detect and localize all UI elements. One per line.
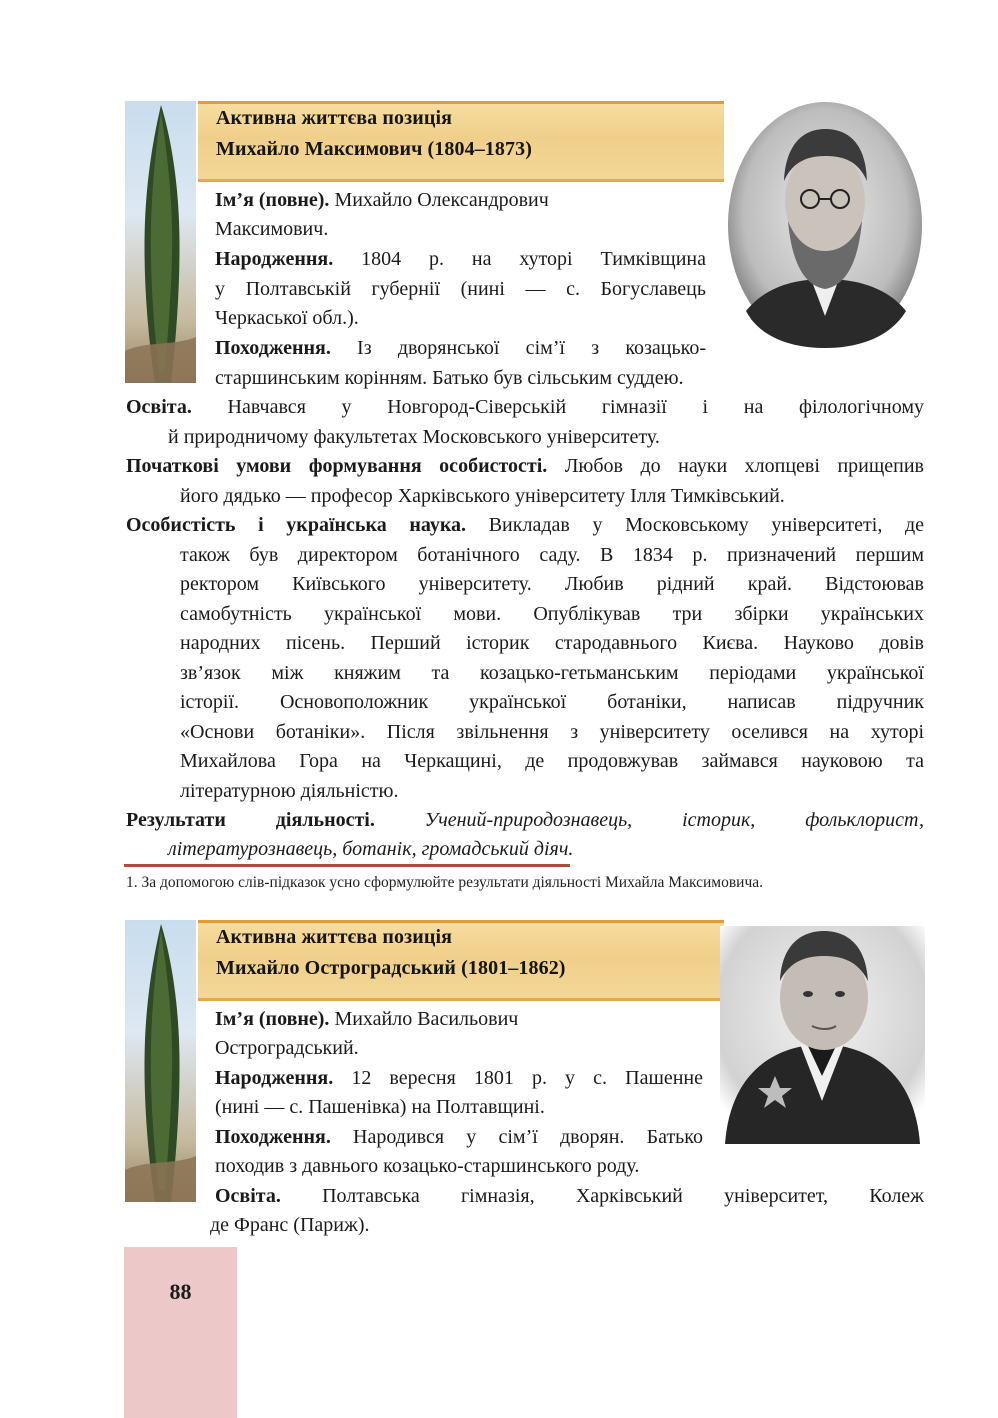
science-line: літературною діяльністю. <box>180 780 399 802</box>
name-value-continued: Остроградський. <box>215 1037 359 1059</box>
education-line-1 <box>215 1182 924 1212</box>
origin-line-1 <box>215 1123 703 1153</box>
science-label: Особистість і українська наука. <box>126 514 467 536</box>
name-value: Михайло Васильович <box>334 1008 519 1030</box>
cypress-tree-image-1 <box>125 101 196 383</box>
birth-label: Народження. <box>215 1067 334 1089</box>
origin-label: Походження. <box>215 337 331 359</box>
birth-value: 12 вересня 1801 р. у с. Пашенне <box>351 1067 704 1089</box>
banner-title: Активна життєва позиція <box>216 926 453 948</box>
origin-line-1 <box>215 334 706 364</box>
birth-label: Народження. <box>215 248 334 270</box>
science-line: також був директором ботанічного саду. В 1834 р. призначений першим <box>180 544 924 566</box>
origin-line-2: походив з давнього козацько-старшинського роду. <box>215 1155 640 1177</box>
science-line-1 <box>126 511 924 541</box>
page-number: 88 <box>169 1279 192 1304</box>
education-label: Освіта. <box>215 1185 281 1207</box>
science-line: зв’язок між княжим та козацько-гетьманським періодами української <box>180 662 924 684</box>
banner-subtitle: Михайло Остроградський (1801–1862) <box>216 957 566 979</box>
banner-subtitle: Михайло Максимович (1804–1873) <box>216 138 532 160</box>
section-banner-2 <box>198 920 724 998</box>
education-line-1 <box>126 393 924 423</box>
science-line: народних пісень. Перший історик стародавнього Києва. Науково довів <box>180 632 924 654</box>
science-line: ректором Київського університету. Любив рідний край. Відстоював <box>180 573 924 595</box>
conditions-line-2: його дядько — професор Харківського університету Ілля Тимківський. <box>180 485 785 507</box>
name-label: Ім’я (повне). <box>215 1008 330 1030</box>
birth-line-1 <box>215 1064 703 1094</box>
education-value: Полтавська гімназія, Харківський університет, Колеж <box>322 1185 925 1207</box>
origin-value: Із дворянської сім’ї з козацько- <box>357 337 706 359</box>
education-line-2: де Франс (Париж). <box>210 1214 370 1236</box>
science-line: «Основи ботаніки». Після звільнення з університету оселився на хуторі <box>180 721 924 743</box>
education-value: Навчався у Новгород-Сіверській гімназії і на філологічному <box>227 396 925 418</box>
science-line: історії. Основоположник української ботаніки, написав підручник <box>180 691 924 713</box>
education-line-2: й природничому факультетах Московського університету. <box>168 426 660 448</box>
birth-line-2: у Полтавській губернії (нині — с. Богуславець <box>215 278 706 300</box>
conditions-label: Початкові умови формування особистості. <box>126 455 548 477</box>
name-label: Ім’я (повне). <box>215 189 330 211</box>
origin-label: Походження. <box>215 1126 331 1148</box>
science-value: Викладав у Московському університеті, де <box>488 514 924 536</box>
name-value-continued: Максимович. <box>215 218 329 240</box>
section-banner-1 <box>198 101 724 179</box>
science-line: самобутність української мови. Опублікував три збірки українських <box>180 603 924 625</box>
name-value: Михайло Олександрович <box>334 189 549 211</box>
results-line-1 <box>126 806 924 836</box>
cypress-tree-image-2 <box>125 920 196 1202</box>
birth-line-1 <box>215 245 706 275</box>
results-line-2: літературознавець, ботанік, громадський діяч. <box>168 838 574 860</box>
banner-title: Активна життєва позиція <box>216 107 453 129</box>
science-line: Михайлова Гора на Черкащині, де продовжував займався науковою та <box>180 750 924 772</box>
footnote: 1. За допомогою слів-підказок усно сформулюйте результати діяльності Михайла Максимовича. <box>126 874 763 891</box>
name-line <box>215 1005 518 1035</box>
conditions-line-1 <box>126 452 924 482</box>
page-number-box <box>124 1247 237 1418</box>
birth-line-3: Черкаської обл.). <box>215 307 359 329</box>
conditions-value: Любов до науки хлопцеві прищепив <box>564 455 924 477</box>
results-value: Учений-природознавець, історик, фольклорист, <box>424 809 924 831</box>
name-line <box>215 186 549 216</box>
education-label: Освіта. <box>126 396 192 418</box>
birth-value: 1804 р. на хуторі Тимківщина <box>361 248 706 270</box>
origin-value: Народився у сім’ї дворян. Батько <box>353 1126 704 1148</box>
portrait-ostrohradskyi <box>720 926 925 1144</box>
origin-line-2: старшинським корінням. Батько був сільським суддею. <box>215 367 684 389</box>
birth-line-2: (нині — с. Пашенівка) на Полтавщині. <box>215 1096 545 1118</box>
portrait-maksymovych <box>726 101 924 354</box>
results-label: Результати діяльності. <box>126 809 375 831</box>
section-divider <box>124 864 570 867</box>
